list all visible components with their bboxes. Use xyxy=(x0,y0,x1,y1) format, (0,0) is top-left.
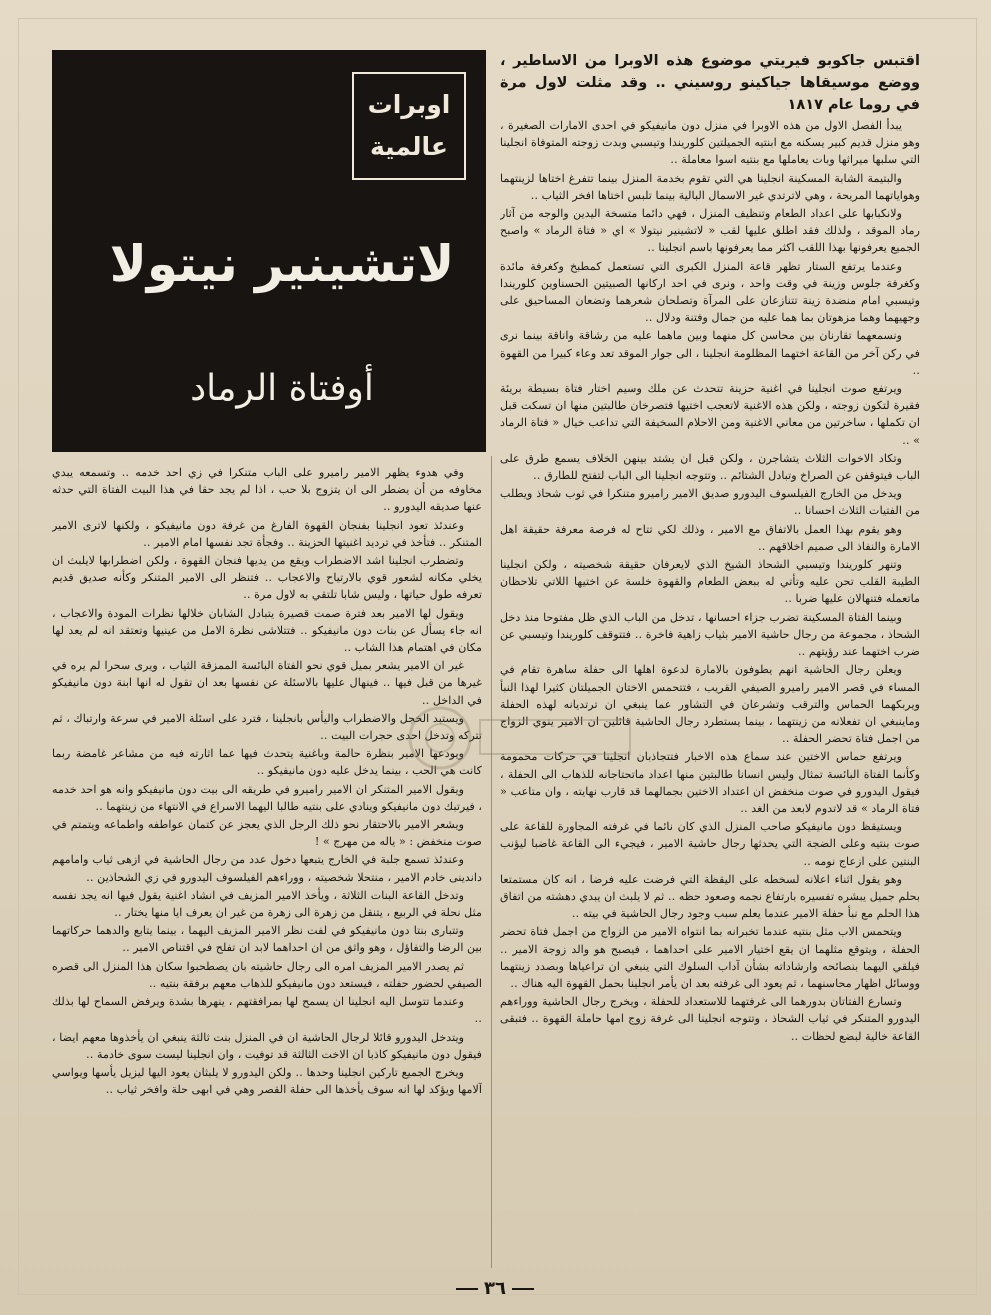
paragraph: وعندما يرتفع الستار تظهر قاعة المنزل الكبرى التي تستعمل كمطبخ وكغرفة مائدة وكغرفة جلوس وزينة في وقت واحد ، ونرى في احد اركانها الصبيتين الحسناوين كلوريندا وتيسبي امام منضدة زينة تتنازعان على المرآة وتصلحان شعرهما وتضعان المساحيق على وجهيهما وهما مزهوتان بما هما عليه من جمال وفتنة ودلال ‥ xyxy=(500,259,920,325)
paragraph: ويتدخل اليدورو قائلا لرجال الحاشية ان في المنزل بنت ثالثة ينبغي ان يأخذوها معهم ايضا ، فيقول دون مانيفيكو كاذبا ان الاخت الثالثة قد توفيت ، وان انجلينا ليست سوى خادمة ‥ xyxy=(52,1030,482,1061)
page-number: ٣٦ xyxy=(440,1278,550,1299)
paragraph: ويقول الامير المتنكر ان الامير راميرو في طريقه الى بيت دون مانيفيكو وانه هو احد خدمه ، فيرتبك دون مانيفيكو وينادي على بنتيه طالبا اليهما الاسراع في الانتهاء من زينتهما ‥ xyxy=(52,782,482,813)
paragraph: ويرتفع حماس الاختين عند سماع هذه الاخبار فتتجاذبان انجلينا في حركات محمومة وكأنما الفتاة البائسة تمثال وليس انسانا طالبتين منها اعداد ماتحتاجانه للذهاب الى الحفلة ، فيقول اليدورو في صوت منخفض ان اعتداد الاختين بجمالهما قد قارب نهايته ، وان متاعب « فتاة الرماد » قد لاتدوم لابعد من الغد ‥ xyxy=(500,750,920,815)
left-column xyxy=(52,464,482,1270)
title-block xyxy=(52,50,486,452)
paragraph: ويستبد الخجل والاضطراب واليأس بانجلينا ، فترد على اسئلة الامير في سرعة وارتباك ، ثم تتركه وتدخل احدى حجرات البيت ‥ xyxy=(52,711,482,743)
paragraph: وتدخل القاعة البنات الثلاثة ، ويأخذ الامير المزيف في انشاد اغنية يقول فيها انه يجد نفسه مثل نحلة في الربيع ، يتنقل من زهرة الى زهرة من غير ان يعرف ايا منها يختار ‥ xyxy=(52,888,482,920)
paragraph: وهو يقول اثناء اعلانه لسخطه على اليقظة التي فرضت عليه فرضا ، انه كان مستمتعا بحلم جميل يبشره تفسيره بارتفاع نجمه وصعود حظه ‥ ثم لا يلبث ان يبدي دهشته من اتفاق هذا الحلم مع نبأ حفلة الامير عندما يعلم سبب وجود رجال الحاشية في بيته ‥ xyxy=(500,872,920,921)
paragraph: ويدخل من الخارج الفيلسوف اليدورو صديق الامير راميرو متنكرا في ثوب شحاذ ويطلب من الفتيات الثلاث احسانا ‥ xyxy=(500,487,920,518)
paragraph: وتسارع الفتاتان بدورهما الى غرفتهما للاستعداد للحفلة ، ويخرج رجال الحاشية ووراءهم اليدورو المتنكر في ثياب الشحاذ ، وتتوجه انجلينا الى غرفة زوج امها حاملة القهوة ‥ فتبقى القاعة خالية لبضع لحظات ‥ xyxy=(500,995,920,1043)
series-label-line1: اوبرات xyxy=(367,90,451,119)
watermark-logo xyxy=(400,690,640,786)
paragraph: وتكاد الاخوات الثلاث يتشاجرن ، ولكن قبل ان يشتد بينهن الخلاف يسمع طرق على الباب فيتوقفن عن الصراخ وتبادل الشتائم ‥ وتتوجه انجلينا الى الباب لتفتح للطارق ‥ xyxy=(500,451,920,483)
paragraph: ويستيقظ دون مانيفيكو صاحب المنزل الذي كان نائما في غرفته المجاورة للقاعة على صوت بنتيه وعلى الضجة التي يحدثها رجال حاشية الامير ، فيجيء الى القاعة غاضبا ليؤنب البنتين على ازعاج نومه ‥ xyxy=(500,820,920,868)
paragraph: والبتيمة الشابة المسكينة انجلينا هي التي تقوم بخدمة المنزل بينما تتفرغ اختاها لزينتهما وهواياتهما المريحة ، وهي لاترتدي غير الاسمال البالية بينما تلبس اختاها افخر الثياب ‥ xyxy=(500,171,920,202)
paragraph: ويودعها الامير بنظرة حالمة وباغنية يتحدث فيها عما اثارته فيه من مشاعر غامضة ربما كانت هي الحب ، بينما يدخل عليه دون مانيفيكو ‥ xyxy=(52,747,482,778)
paragraph: وفي هدوء يظهر الامير راميرو على الباب متنكرا في زي احد خدمه ‥ وتسمعه يبدي مخاوفه من أن يضطر الى ان يتزوج بلا حب ، اذا لم يجد حقا في هذا البيت الفتاة التي حدثه عنها صديقه اليدورو ‥ xyxy=(52,466,482,514)
paragraph: وعندئذ تعود انجلينا بفنجان القهوة الفارغ من غرفة دون مانيفيكو ، ولكنها لاترى الامير المتنكر ‥ فتأخذ في ترديد اغنيتها الحزينة ‥ وفجأة تجد نفسها امام الامير ‥ xyxy=(52,518,482,549)
paragraph: وبينما الفتاة المسكينة تضرب جزاء احسانها ، تدخل من الباب الذي ظل مفتوحا منذ دخل الشحاذ ، مجموعة من رجال حاشية الامير بثياب زاهية فاخرة ‥ فتتوقف كلوريندا وتيسبي عن ضرب اختهما عند رؤيتهم ‥ xyxy=(500,610,920,659)
paragraph: ويقول لها الامير بعد فترة صمت قصيرة يتبادل الشابان خلالها نظرات المودة والاعجاب ، انه جاء يسأل عن بنات دون مانيفيكو ‥ فتتلاشى نظرة الامل من عينيها وتعتقد انه لم يعد لها مكان في اهتمام هذا الشاب ‥ xyxy=(52,606,482,655)
paragraph: يبدأ الفصل الاول من هذه الاوبرا في منزل دون مانيفيكو في احدى الامارات الصغيرة ، وهو منزل قديم كبير يسكنه مع ابنتيه الجميلتين كلوريندا وتيسبي وبدت زوجته المتوفاة انجلينا التي سلبها ميراثها وبات يعاملها مع بنتيه اسوا معاملة ‥ xyxy=(500,119,920,167)
paragraph: ثم يصدر الامير المزيف امره الى رجال حاشيته بان يصطحبوا سكان هذا المنزل الى قصره الصيفي لحضور حفلته ، فيستعد دون مانيفيكو للذهاب معهم برفقة بنتيه ‥ xyxy=(52,959,482,990)
intro-lead: اقتبس جاكوبو فيريتي موضوع هذه الاوبرا من الاساطير ، ووضع موسيقاها جياكينو روسيني ‥ وقد مثلت لاول مرة في روما عام ١٨١٧ xyxy=(500,53,920,113)
column-divider xyxy=(491,456,492,1268)
right-column xyxy=(500,50,920,1270)
article-title: لاتشينير نيتولا xyxy=(109,235,455,293)
intro-paragraphs xyxy=(500,117,920,1045)
paragraph: ولانكبابها على اعداد الطعام وتنظيف المنزل ، فهي دائما متسخة اليدين والوجه من آثار رماد الموقد ، ولذلك فقد اطلق عليها لقب « لاتشينير نيتولا » اي « فتاة الرماد » واصبح الجميع يعرفونها بهذا اللقب اكثر مما يعرفونها باسم انجلينا ‥ xyxy=(500,207,920,255)
paragraph: غير ان الامير يشعر بميل قوي نحو الفتاة البائسة الممزقة الثياب ، ويرى سحرا لم يره في غيرها من قبل فيها ‥ فينهال عليها بالاسئلة عن نفسها بعد ان تقول له انها ابنة دون مانيفيكو في الداخل ‥ xyxy=(52,659,482,707)
series-label-line2: عالمية xyxy=(370,132,448,161)
paragraph: وعندئذ تسمع جلبة في الخارج يتبعها دخول عدد من رجال الحاشية في ازهى ثياب وامامهم داندينى خادم الامير ، منتحلا شخصيته ، ووراءهم الفيلسوف اليدورو في زي الشحاذين ‥ xyxy=(52,853,482,884)
paragraph: وعندما تتوسل اليه انجلينا ان يسمح لها بمرافقتهم ، ينهرها بشدة ويرفض السماح لها بذلك ‥ xyxy=(52,995,482,1026)
article-subtitle: أوفتاة الرماد xyxy=(190,368,374,409)
paragraph: ويعلن رجال الحاشية انهم يطوفون بالامارة لدعوة اهلها الى حفلة ساهرة تقام في المساء في قصر الامير راميرو الصيفي القريب ، فتتحمس الاختان الجميلتان كثيرا لهذا النبأ ويربكهما الحماس والترقب وتشرعان في التشاور عما ينبغي ان ترتديانه لهذه الحفلة وماينبغي ان تفعلانه من زينتهما ، بينما يستطرد رجال الحاشية قائلين ان الامير ينوي الزواج من اجمل فتاة تحضر الحفلة ‥ xyxy=(500,663,920,746)
paragraph: ويرتفع صوت انجلينا في اغنية حزينة تتحدث عن ملك وسيم اختار فتاة بسيطة بريئة فقيرة لتكون زوجته ، ولكن هذه الاغنية لاتعجب اختيها فتصرخان طالبتين منها ان تسكت قبل ان تكملها ، ساخرتين من معاني الاغنية ومن الاحلام السخيفة التي تداعب خيال « فتاة الرماد » ‥ xyxy=(500,382,920,447)
paragraph: ونسمعهما تقارنان بين محاسن كل منهما وبين ماهما عليه من رشاقة واناقة بينما نرى في ركن آخر من القاعة اختهما المظلومة انجلينا ، الى جوار الموقد تعد وعاء كبيرا من القهوة ‥ xyxy=(500,329,920,377)
paragraph: وتضطرب انجلينا اشد الاضطراب ويقع من يديها فنجان القهوة ، ولكن اضطرابها لايلبث ان يخلي مكانه لشعور قوي بالارتياح والاعجاب ‥ فتنظر الى الامير المتنكر وكأنه صديق قديم تعرفه طول حياتها ، وليس شابا تلتقي به لاول مرة ‥ xyxy=(52,554,482,602)
paragraph: ويشعر الامير بالاحتقار نحو ذلك الرجل الذي يعجز عن كتمان عواطفه واطماعه ويتمتم في صوت منخفض : « ياله من مهرج » ! xyxy=(52,818,482,849)
paragraph: ويخرج الجميع تاركين انجلينا وحدها ‥ ولكن اليدورو لا يلبثان يعود اليها ليزيل يأسها ويواسي آلامها ويؤكد لها انه سوف يأخذها الى حفلة القصر وهي في ابهى حلة وافخر ثياب ‥ xyxy=(52,1065,482,1097)
paragraph: وتنهر كلوريندا وتيسبي الشحاذ الشيخ الذي لايعرفان حقيقة شخصيته ، ولكن انجلينا الطيبة القلب تحن عليه وتأتي له ببعض الطعام والقهوة خلسة عن اختيها اللاتي تلاحظان ماتعمله فتنهالان عليها ضربا ‥ xyxy=(500,558,920,606)
series-label xyxy=(352,72,466,180)
paragraph: وتتبارى بنتا دون مانيفيكو في لفت نظر الامير المزيف اليهما ، بينما يتابع والدهما حركاتهما بين الرضا والتفاؤل ، وهو واثق من ان احداهما لابد ان تفلح في اقتناص الامير ‥ xyxy=(52,924,482,955)
paragraph: ويتحمس الاب مثل بنتيه عندما تخبرانه بما انتواه الامير من الزواج من اجمل فتاة تحضر الحفلة ، ويتوقع مثلهما ان يقع اختيار الامير على احداهما ، فيصبح هو والد زوجة الامير ‥ فيلقي اليهما بنصائحه وارشاداته بشأن آداب السلوك التي ينبغي ان تراعياها وبصدد زينتهما ووسائل اظهار محاسنهما ، ثم يعود الى غرفته بعد ان يأمر انجلينا بحمل القهوة اليه هناك ‥ xyxy=(500,925,920,990)
paragraph: وهو يقوم بهذا العمل بالاتفاق مع الامير ، وذلك لكي تتاح له فرصة معرفة حقيقة اهل الامارة والنفاذ الى صميم اخلاقهم ‥ xyxy=(500,522,920,553)
